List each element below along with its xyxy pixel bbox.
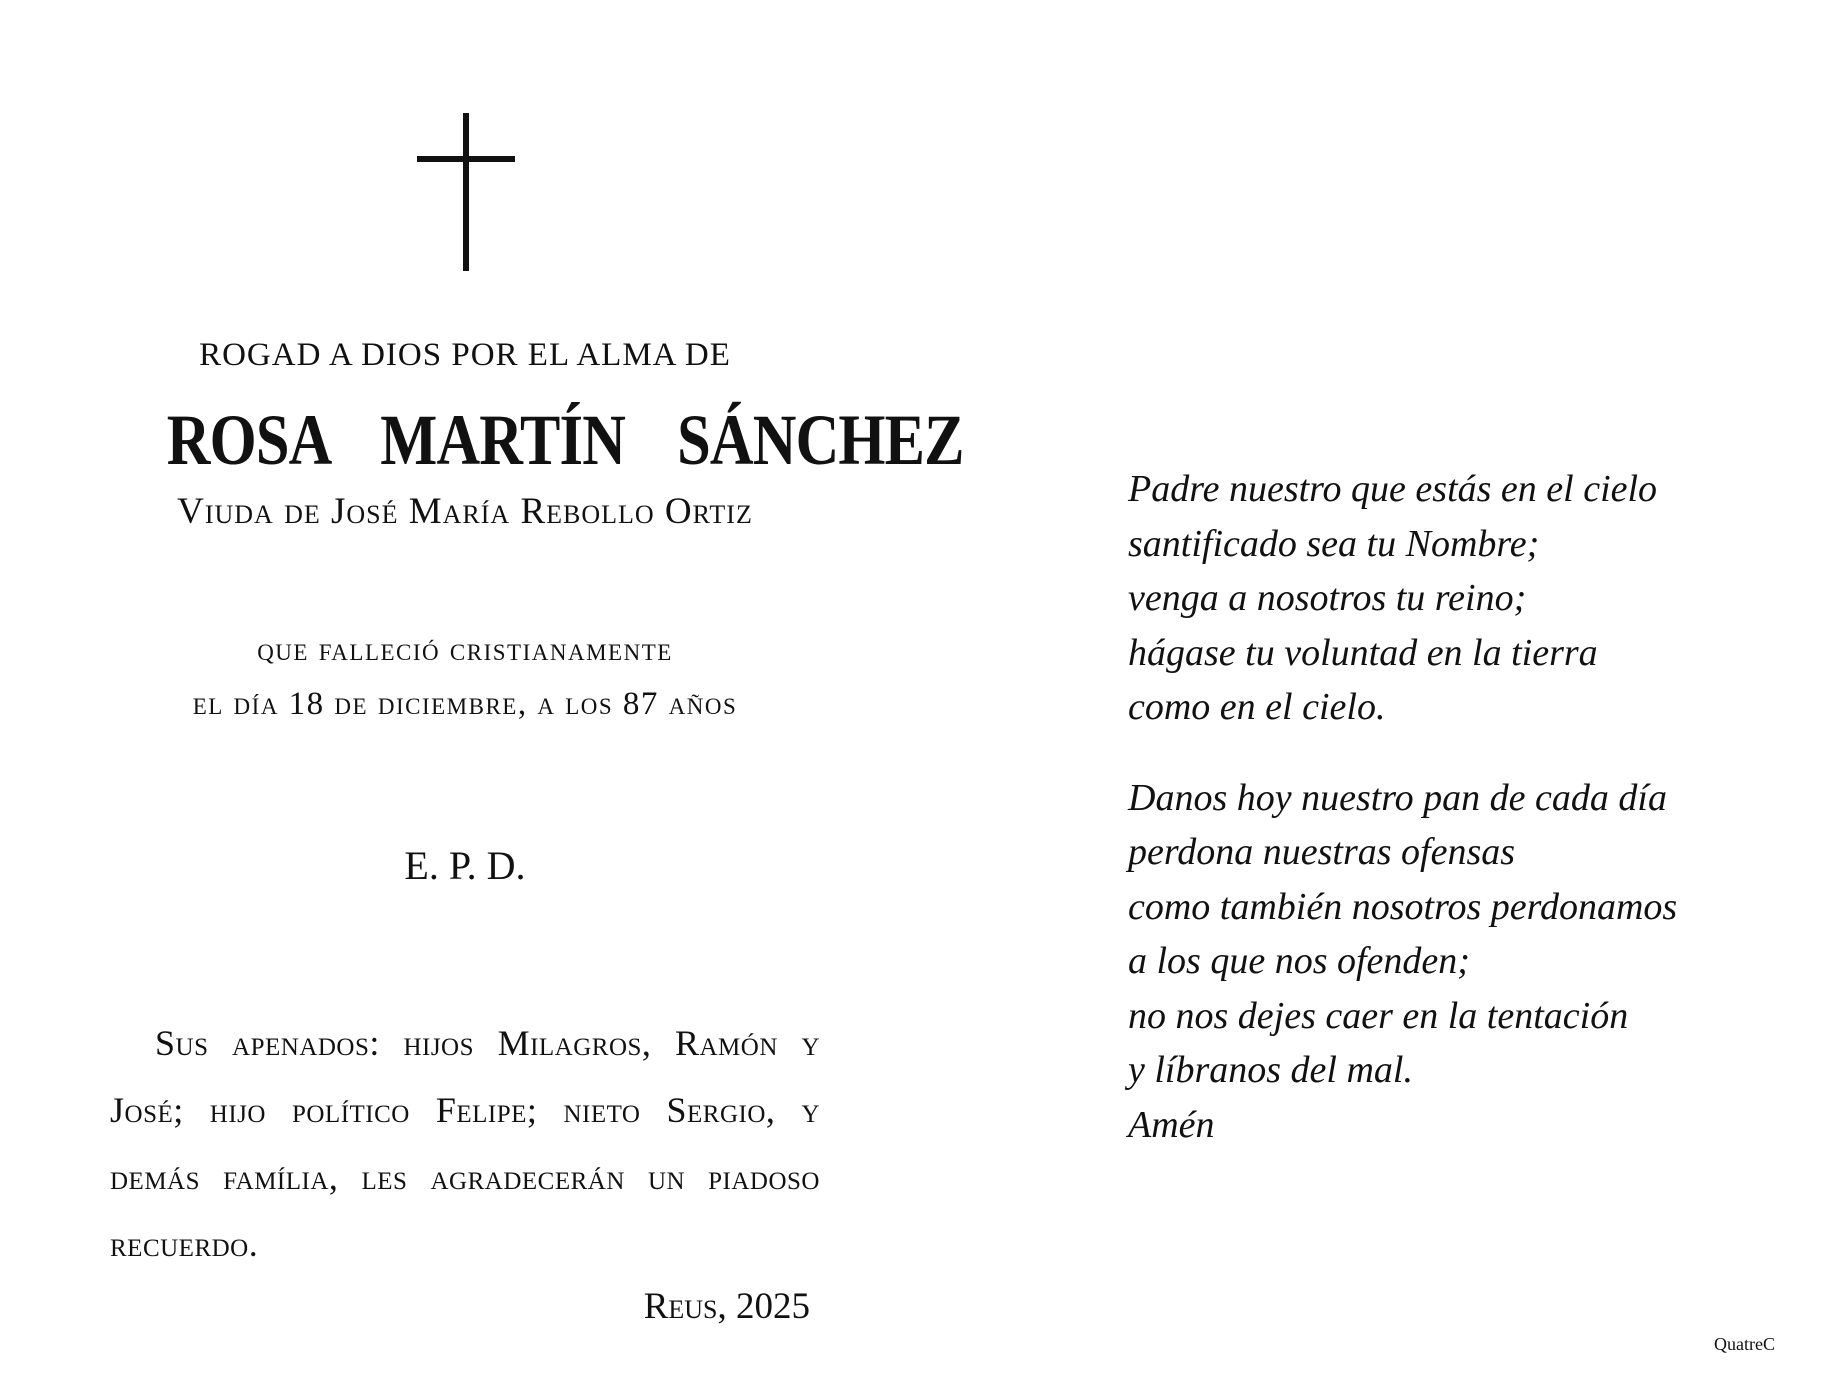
passed-away-line-2: el día 18 de diciembre, a los 87 años xyxy=(192,686,738,722)
widow-of-line: Viuda de José María Rebollo Ortiz xyxy=(177,491,753,532)
prayer-line: Danos hoy nuestro pan de cada día xyxy=(1128,776,1667,819)
prayer-stanza xyxy=(1128,462,1768,735)
place-and-year: Reus, 2025 xyxy=(643,1286,810,1327)
prayer-stanza xyxy=(1128,771,1768,1153)
prayer-text xyxy=(1128,462,1768,1188)
latin-cross-icon xyxy=(417,113,517,273)
prayer-line: y líbranos del mal. xyxy=(1128,1049,1413,1091)
prayer-line: como en el cielo. xyxy=(1128,686,1386,728)
prayer-line: santificado sea tu Nombre; xyxy=(1128,522,1540,565)
cross-horizontal-bar xyxy=(417,156,515,162)
passed-away-line-1: que falleció cristianamente xyxy=(257,632,673,668)
deceased-name: ROSA MARTÍN SÁNCHEZ xyxy=(166,400,964,480)
prayer-line: hágase tu voluntad en la tierra xyxy=(1128,631,1598,674)
epd-abbreviation: E. P. D. xyxy=(404,843,526,888)
mourners-paragraph: Sus apenados: hijos Milagros, Ramón y José; hijo político Felipe; nieto Sergio, y demás família, les agradecerán un piadoso recuerdo. xyxy=(110,1023,820,1264)
prayer-line: no nos dejes caer en la tentación xyxy=(1128,994,1629,1037)
memorial-left-panel xyxy=(110,0,964,1394)
printer-brand-mark: QuatreC xyxy=(1714,1334,1775,1354)
prayer-line: perdona nuestras ofensas xyxy=(1128,831,1516,873)
prayer-line: venga a nosotros tu reino; xyxy=(1128,577,1527,619)
prayer-line: como también nosotros perdonamos xyxy=(1128,885,1678,928)
prayer-line: Padre nuestro que estás en el cielo xyxy=(1128,468,1658,510)
prayer-line: a los que nos ofenden; xyxy=(1128,940,1470,982)
intro-heading: ROGAD A DIOS POR EL ALMA DE xyxy=(199,337,731,373)
cross-vertical-bar xyxy=(463,113,469,271)
prayer-line: Amén xyxy=(1128,1103,1215,1146)
